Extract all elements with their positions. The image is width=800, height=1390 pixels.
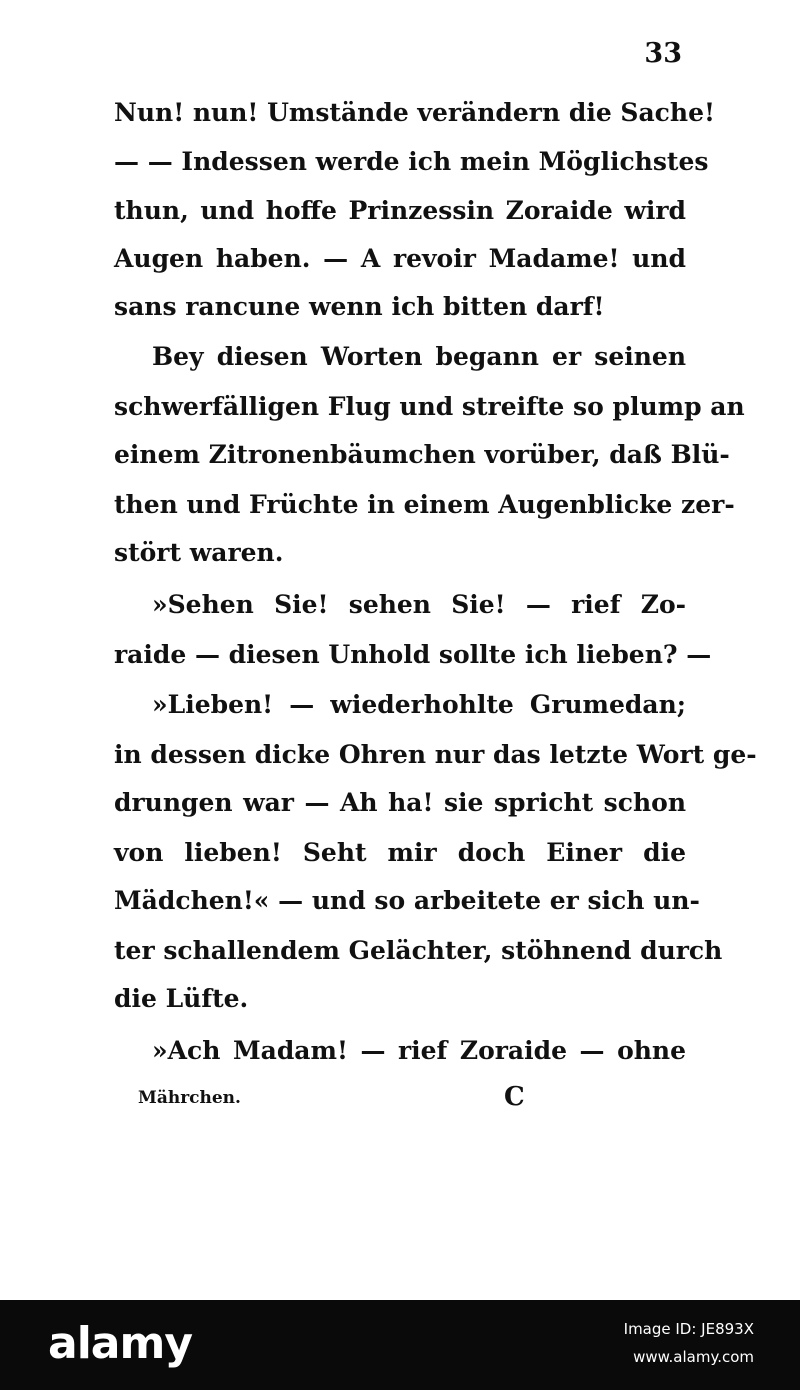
text-line: Bey diesen Worten begann er seinen: [152, 342, 686, 371]
text-line: »Ach Madam! — rief Zoraide — ohne: [152, 1036, 686, 1065]
text-line: »Sehen Sie! sehen Sie! — rief Zo-: [152, 590, 686, 619]
text-line: »Lieben! — wiederhohlte Grumedan;: [152, 690, 686, 719]
watermark-bar: [0, 1300, 800, 1390]
text-line: stört waren.: [114, 538, 284, 567]
text-line: drungen war — Ah ha! sie spricht schon: [114, 788, 686, 817]
text-line: schwerfälligen Flug und streifte so plump an: [114, 392, 745, 421]
signature-mark: C: [504, 1082, 525, 1112]
text-line: Augen haben. — A revoir Madame! und: [114, 244, 686, 273]
alamy-logo: alamy: [48, 1318, 192, 1369]
site-url: www.alamy.com: [633, 1348, 754, 1366]
text-line: Mädchen!« — und so arbeitete er sich un-: [114, 886, 700, 915]
text-line: sans rancune wenn ich bitten darf!: [114, 292, 605, 321]
text-line: — — Indessen werde ich mein Möglichstes: [114, 147, 709, 176]
text-line: thun, und hoffe Prinzessin Zoraide wird: [114, 196, 686, 225]
image-id: Image ID: JE893X: [623, 1320, 754, 1338]
text-line: Nun! nun! Umstände verändern die Sache!: [114, 98, 715, 127]
running-footer: Mährchen.: [138, 1088, 241, 1108]
text-line: von lieben! Seht mir doch Einer die: [114, 838, 686, 867]
text-line: einem Zitronenbäumchen vorüber, daß Blü-: [114, 440, 730, 469]
text-line: then und Früchte in einem Augenblicke zer-: [114, 490, 735, 519]
text-line: raide — diesen Unhold sollte ich lieben? —: [114, 640, 712, 669]
page-number: 33: [644, 38, 682, 69]
text-line: in dessen dicke Ohren nur das letzte Wort ge-: [114, 740, 757, 769]
text-line: ter schallendem Gelächter, stöhnend durch: [114, 936, 723, 965]
text-line: die Lüfte.: [114, 984, 249, 1013]
